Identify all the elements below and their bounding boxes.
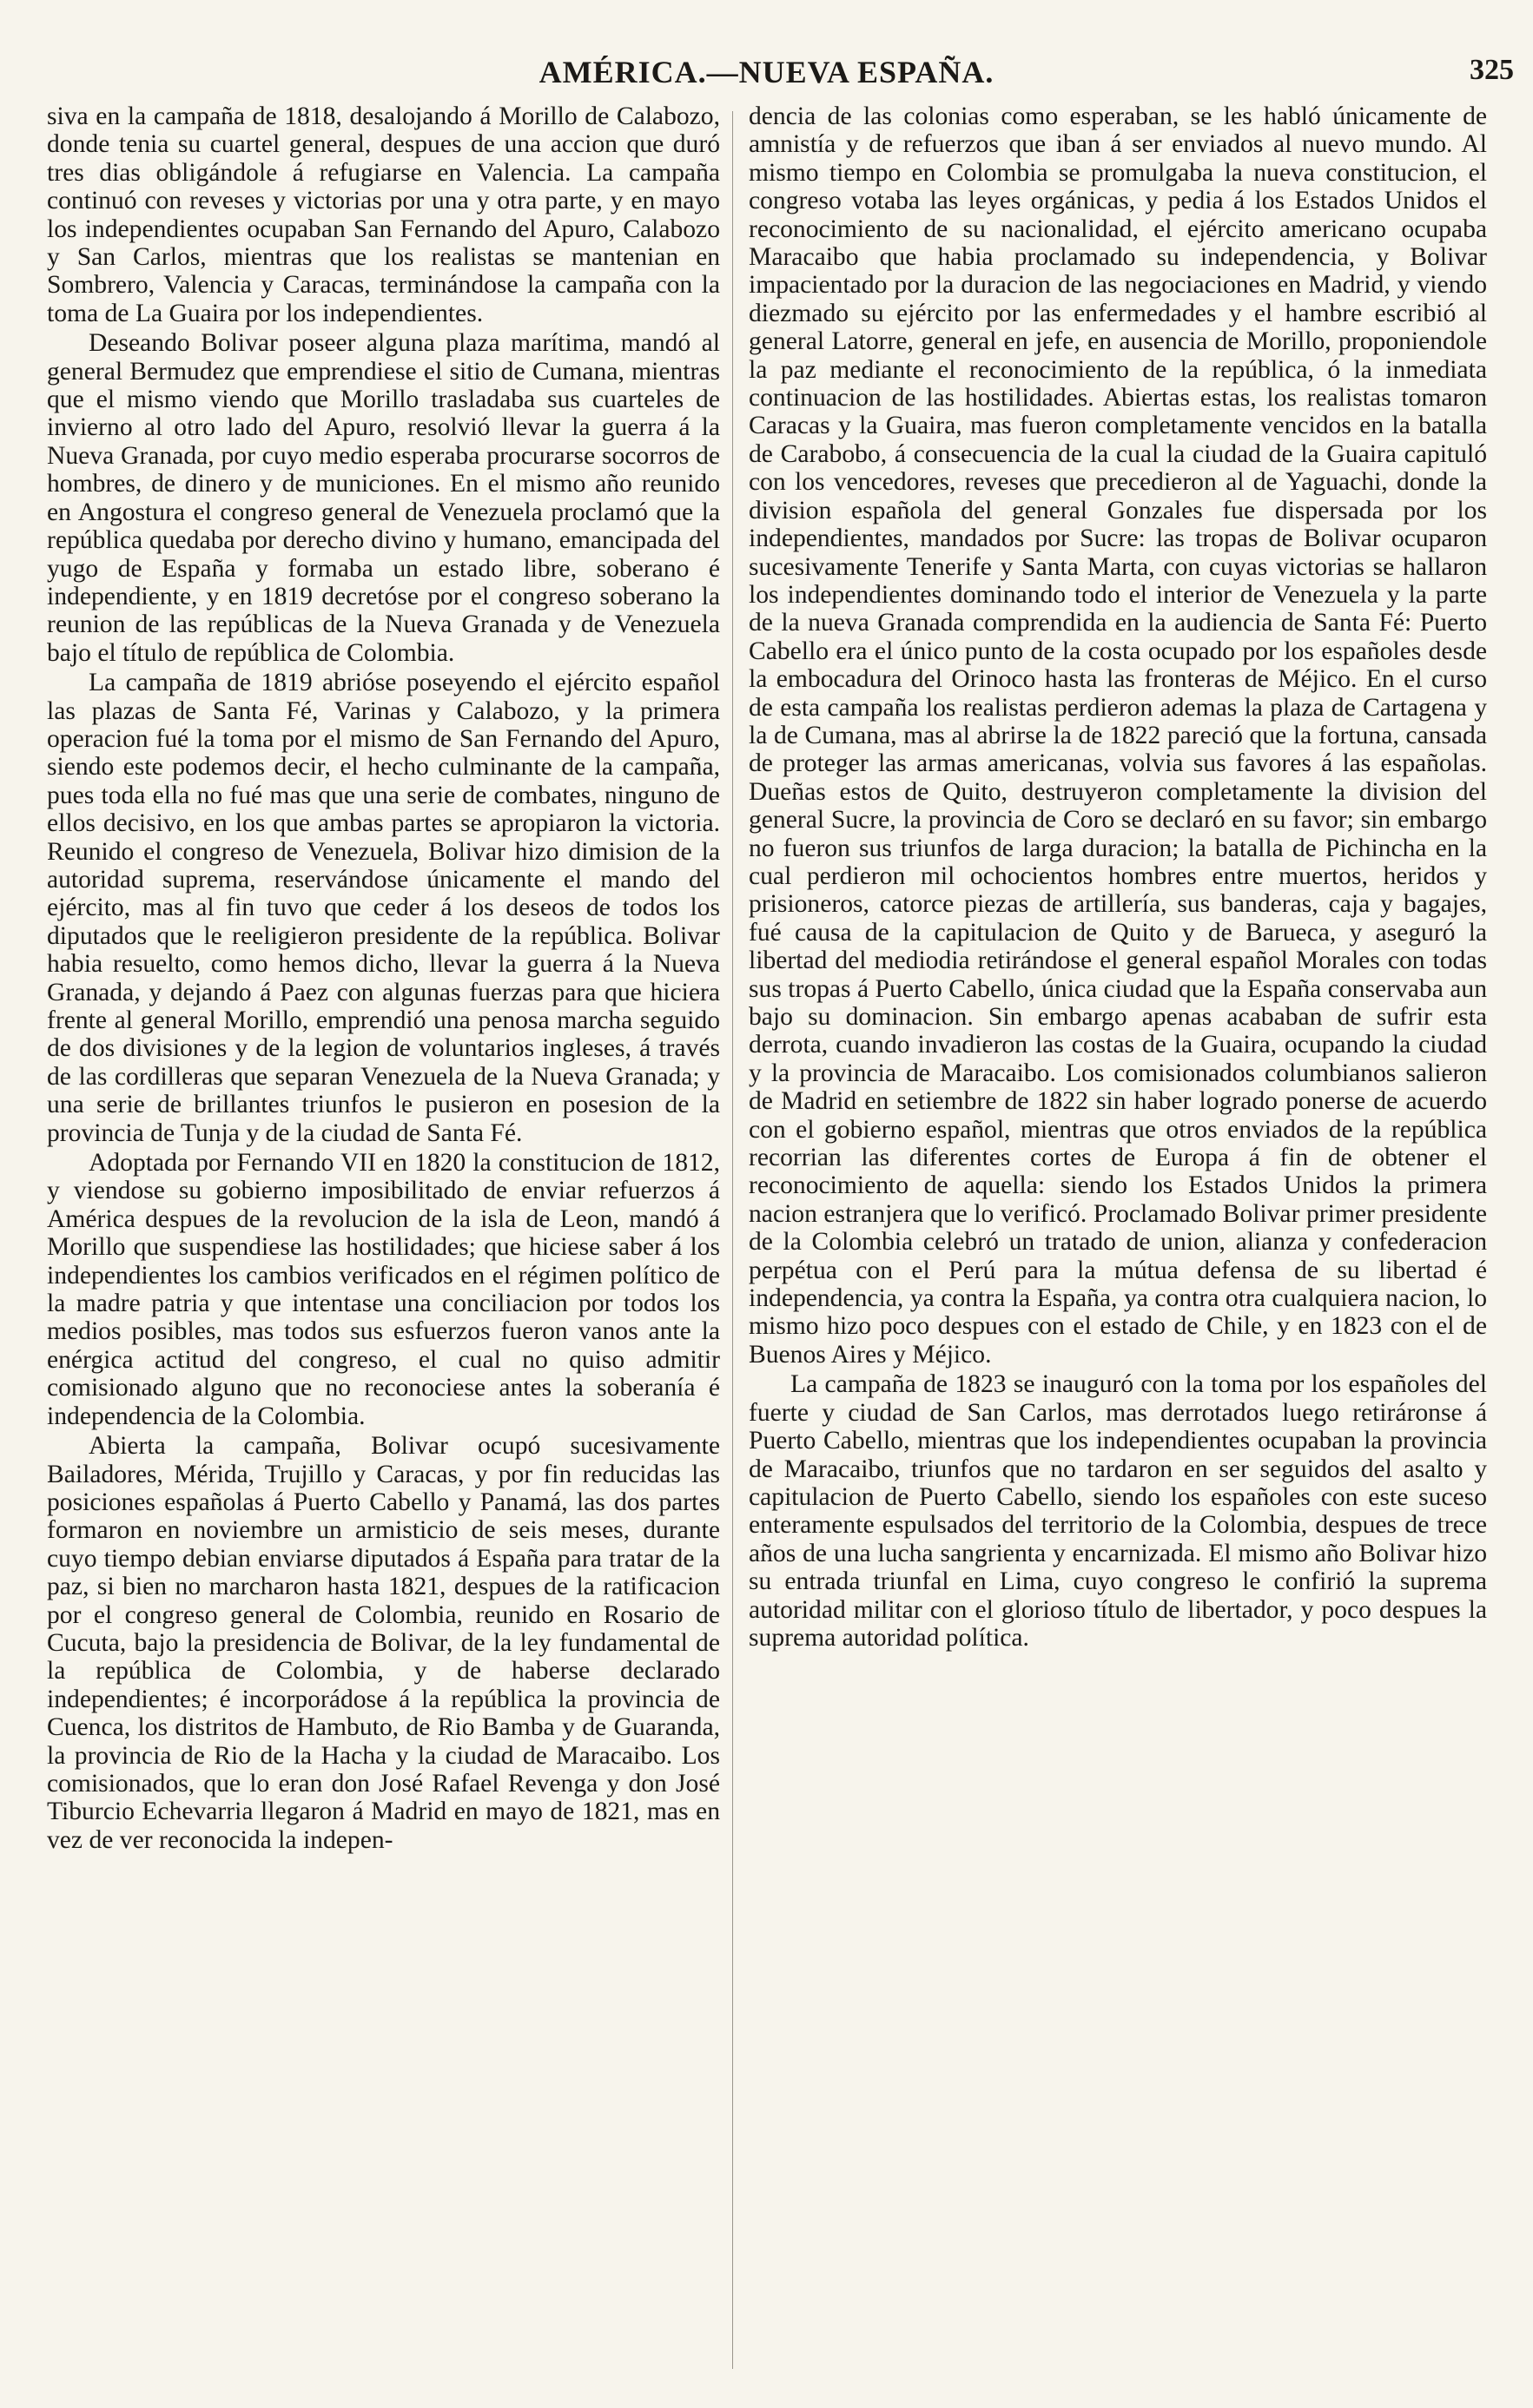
paragraph: Abierta la campaña, Bolivar ocupó sucesivamente Bailadores, Mérida, Trujillo y Caracas, y por fin reducidas las posiciones españolas á Puerto Cabello y Panamá, las dos partes formaron en noviembre un armisticio de seis meses, durante cuyo tiempo debian enviarse diputados á España para tratar de la paz, si bien no marcharon hasta 1821, despues de la ratificacion por el congreso general de Colombia, reunido en Rosario de Cucuta, bajo la presidencia de Bolivar, de la ley fundamental de la república de Colombia, y de haberse declarado independientes; é incorporádose á la república la provincia de Cuenca, los distritos de Hambuto, de Rio Bamba y de Guaranda, la provincia de Rio de la Hacha y la ciudad de Maracaibo. Los comisionados, que lo eran don José Rafael Revenga y don José Tiburcio Echevarria llegaron á Madrid en mayo de 1821, mas en vez de ver reconocida la indepen- [47, 1432, 720, 1854]
left-column [47, 102, 720, 2378]
page-header [0, 54, 1533, 106]
column-divider [732, 111, 733, 2369]
paragraph: Deseando Bolivar poseer alguna plaza marítima, mandó al general Bermudez que emprendiese el sitio de Cumana, mientras que el mismo viendo que Morillo trasladaba sus cuarteles de invierno al otro lado del Apuro, resolvió llevar la guerra á la Nueva Granada, por cuyo medio esperaba procurarse socorros de hombres, de dinero y de municiones. En el mismo año reunido en Angostura el congreso general de Venezuela proclamó que la república quedaba por derecho divino y humano, emancipada del yugo de España y formaba un estado libre, soberano é independiente, y en 1819 decretóse por el congreso soberano la reunion de las repúblicas de la Nueva Granada y de Venezuela bajo el título de república de Colombia. [47, 329, 720, 667]
running-title: AMÉRICA.—NUEVA ESPAÑA. [539, 55, 994, 89]
paragraph: La campaña de 1819 abrióse poseyendo el ejército español las plazas de Santa Fé, Varinas y Calabozo, y la primera operacion fué la toma por el mismo de San Fernando del Apuro, siendo este podemos decir, el hecho culminante de la campaña, pues toda ella no fué mas que una serie de combates, ninguno de ellos decisivo, en los que ambas partes se apropiaron la victoria. Reunido el congreso de Venezuela, Bolivar hizo dimision de la autoridad suprema, reservándose únicamente el mando del ejército, mas al fin tuvo que ceder á los deseos de todos los diputados que le reeligieron presidente de la república. Bolivar habia resuelto, como hemos dicho, llevar la guerra á la Nueva Granada, y dejando á Paez con algunas fuerzas para que hiciera frente al general Morillo, emprendió una penosa marcha seguido de dos divisiones y de la legion de voluntarios ingleses, á través de las cordilleras que separan Venezuela de la Nueva Granada; y una serie de brillantes triunfos le pusieron en posesion de la provincia de Tunja y de la ciudad de Santa Fé. [47, 669, 720, 1147]
right-column [749, 102, 1487, 2378]
paragraph: La campaña de 1823 se inauguró con la toma por los españoles del fuerte y ciudad de San Carlos, mas derrotados luego retiráronse á Puerto Cabello, mientras que los independientes ocupaban la provincia de Maracaibo, triunfos que no tardaron en ser seguidos del asalto y capitulacion de Puerto Cabello, siendo los españoles con este suceso enteramente espulsados del territorio de la Colombia, despues de trece años de una lucha sangrienta y encarnizada. El mismo año Bolivar hizo su entrada triunfal en Lima, cuyo congreso le confirió la suprema autoridad militar con el glorioso título de libertador, y poco despues la suprema autoridad política. [749, 1370, 1487, 1652]
page-number: 325 [1470, 54, 1514, 86]
paragraph: Adoptada por Fernando VII en 1820 la constitucion de 1812, y viendose su gobierno imposibilitado de enviar refuerzos á América despues de la revolucion de la isla de Leon, mandó á Morillo que suspendiese las hostilidades; que hiciese saber á los independientes los cambios verificados en el régimen político de la madre patria y que intentase una conciliacion por todos los medios posibles, mas todos sus esfuerzos fueron vanos ante la enérgica actitud del congreso, el cual no quiso admitir comisionado alguno que no reconociese antes la soberanía é independencia de la Colombia. [47, 1149, 720, 1430]
paragraph: dencia de las colonias como esperaban, se les habló únicamente de amnistía y de refuerzos que iban á ser enviados al nuevo mundo. Al mismo tiempo en Colombia se promulgaba la nueva constitucion, el congreso votaba las leyes orgánicas, y pedia á los Estados Unidos el reconocimiento de su nacionalidad, el ejército americano ocupaba Maracaibo que habia proclamado su independencia, y Bolivar impacientado por la duracion de las negociaciones en Madrid, y viendo diezmado su ejército por las enfermedades y el hambre escribió al general Latorre, general en jefe, en ausencia de Morillo, proponiendole la paz mediante el reconocimiento de la república, ó la inmediata continuacion de las hostilidades. Abiertas estas, los realistas tomaron Caracas y la Guaira, mas fueron completamente vencidos en la batalla de Carabobo, á consecuencia de la cual la ciudad de la Guaira capituló con los vencedores, reveses que precedieron al de Yaguachi, donde la division española del general Gonzales fue dispersada por los independientes, mandados por Sucre: las tropas de Bolivar ocuparon sucesivamente Tenerife y Santa Marta, con cuyas victorias se hallaron los independientes dominando todo el interior de Venezuela y la parte de la nueva Granada comprendida en la audiencia de Santa Fé: Puerto Cabello era el único punto de la costa ocupado por los españoles desde la embocadura del Orinoco hasta las fronteras de Méjico. En el curso de esta campaña los realistas perdieron ademas la plaza de Cartagena y la de Cumana, mas al abrirse la de 1822 pareció que la fortuna, cansada de proteger las armas americanas, volvia sus favores á las españolas. Dueñas estos de Quito, destruyeron completamente la division del general Sucre, la provincia de Coro se declaró en su favor; sin embargo no fueron sus triunfos de larga duracion; la batalla de Pichincha en la cual perdieron mil ochocientos hombres entre muertos, heridos y prisioneros, catorce piezas de artillería, sus banderas, caja y bagajes, fué causa de la capitulacion de Quito y de Barueca, y aseguró la libertad del mediodia retirándose el general español Morales con todas sus tropas á Puerto Cabello, única ciudad que la España conservaba aun bajo su dominacion. Sin embargo apenas acababan de sufrir esta derrota, cuando invadieron las costas de la Guaira, ocupando la ciudad y la provincia de Maracaibo. Los comisionados columbianos salieron de Madrid en setiembre de 1822 sin haber logrado ponerse de acuerdo con el gobierno español, mientras que otros enviados de la república recorrian las diferentes cortes de Europa á fin de obtener el reconocimiento de aquella: siendo los Estados Unidos la primera nacion estranjera que lo verificó. Proclamado Bolivar primer presidente de la Colombia celebró un tratado de union, alianza y confederacion perpétua con el Perú para la mútua defensa de su libertad é independencia, ya contra la España, ya contra otra cualquiera nacion, lo mismo hizo poco despues con el estado de Chile, y en 1823 con el de Buenos Aires y Méjico. [749, 102, 1487, 1369]
paragraph: siva en la campaña de 1818, desalojando á Morillo de Calabozo, donde tenia su cuartel general, despues de una accion que duró tres dias obligándole á refugiarse en Valencia. La campaña continuó con reveses y victorias por una y otra parte, y en mayo los independientes ocupaban San Fernando del Apuro, Calabozo y San Carlos, mientras que los realistas se mantenian en Sombrero, Valencia y Caracas, terminándose la campaña con la toma de La Guaira por los independientes. [47, 102, 720, 327]
